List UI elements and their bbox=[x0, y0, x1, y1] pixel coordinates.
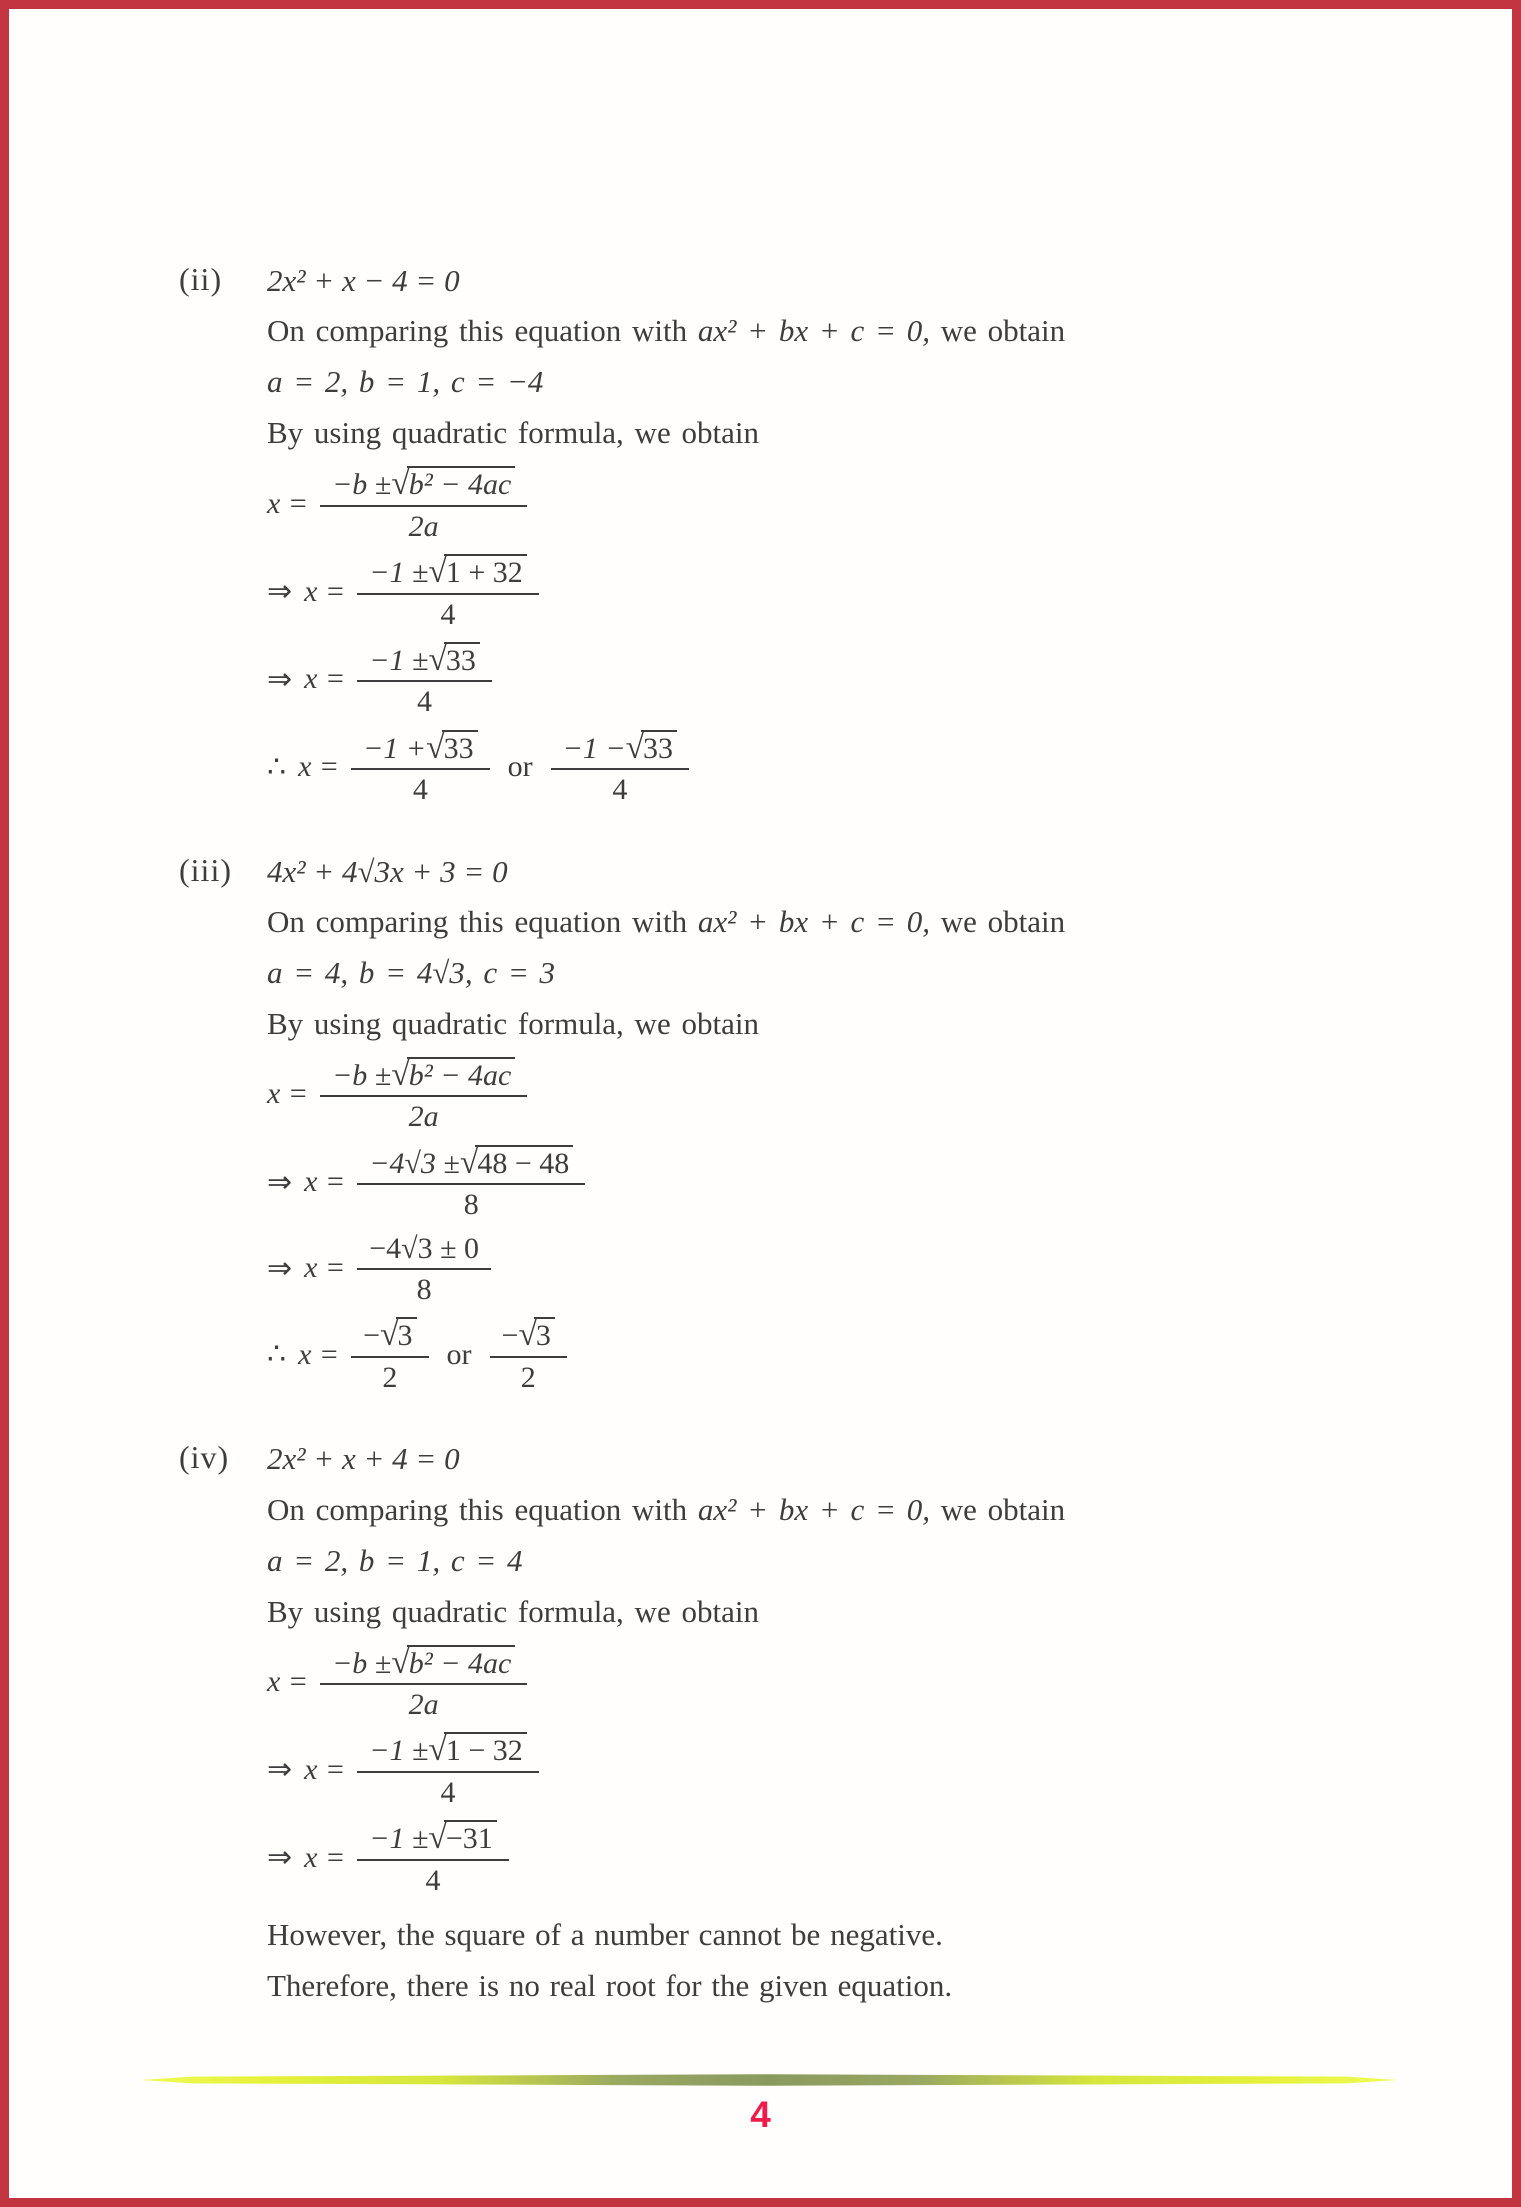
numerator-prefix: − bbox=[363, 1319, 381, 1353]
quadratic-formula-row bbox=[267, 1055, 1359, 1134]
comparison-pre: On comparing this equation with bbox=[267, 313, 698, 349]
fraction-denominator: 4 bbox=[440, 1775, 456, 1809]
radical-sign: √ bbox=[625, 728, 645, 766]
square-root bbox=[518, 1317, 554, 1352]
fraction-numerator bbox=[351, 1315, 428, 1357]
equation-text: 4x² + 4√3x + 3 = 0 bbox=[267, 853, 508, 889]
implies-arrow: ⇒ bbox=[267, 1251, 293, 1285]
comparison-math: ax² + bx + c = 0, bbox=[697, 313, 930, 349]
or-text: or bbox=[446, 1337, 472, 1371]
step-row bbox=[267, 1818, 1359, 1897]
fraction bbox=[320, 464, 527, 543]
step-row bbox=[267, 552, 1359, 631]
comparison-pre: On comparing this equation with bbox=[267, 903, 698, 939]
numerator-prefix: −1 ± bbox=[369, 1822, 429, 1856]
part-label: (ii) bbox=[179, 261, 223, 297]
coefficients-line: a = 4, b = 4√3, c = 3 bbox=[267, 954, 556, 990]
coefficients-line: a = 2, b = 1, c = 4 bbox=[267, 1542, 523, 1578]
radicand: 33 bbox=[444, 642, 480, 677]
radicand: b² − 4ac bbox=[407, 466, 516, 501]
part-label-column bbox=[179, 259, 267, 816]
implies-arrow: ⇒ bbox=[267, 575, 293, 609]
fraction-denominator: 2 bbox=[520, 1360, 536, 1394]
equation-text: 2x² + x − 4 = 0 bbox=[267, 263, 460, 298]
part-body bbox=[267, 259, 1359, 816]
fraction bbox=[357, 1231, 491, 1307]
fraction bbox=[357, 1143, 585, 1222]
fraction bbox=[357, 640, 492, 719]
note-line: However, the square of a number cannot be negative. bbox=[267, 1916, 943, 1952]
numerator-prefix: −1 − bbox=[562, 731, 626, 765]
radicand: −31 bbox=[444, 1820, 497, 1855]
fraction-denominator: 4 bbox=[412, 773, 428, 807]
numerator-prefix: −4√3 ± bbox=[369, 1146, 460, 1180]
radicand: 33 bbox=[641, 730, 677, 765]
fraction-numerator bbox=[357, 1143, 585, 1185]
fraction-denominator: 8 bbox=[416, 1272, 432, 1306]
radicand: 33 bbox=[442, 730, 478, 765]
solution-part-ii bbox=[179, 259, 1359, 816]
numerator-prefix: −1 ± bbox=[369, 644, 429, 677]
fraction-numerator bbox=[551, 728, 689, 770]
square-root bbox=[626, 730, 677, 765]
numerator-text: −4√3 ± 0 bbox=[369, 1231, 480, 1265]
step-row bbox=[267, 1143, 1359, 1222]
fraction-numerator bbox=[357, 1231, 491, 1270]
square-root bbox=[380, 1317, 416, 1352]
fraction bbox=[490, 1315, 567, 1394]
radical-sign: √ bbox=[428, 553, 447, 591]
numerator-prefix: −b ± bbox=[332, 468, 392, 502]
fraction bbox=[357, 552, 539, 631]
conclusion-row bbox=[267, 1315, 1359, 1394]
comparison-pre: On comparing this equation with bbox=[267, 1491, 698, 1527]
numerator-prefix: − bbox=[501, 1319, 519, 1353]
part-label-column bbox=[179, 850, 267, 1404]
conclusion-lhs: x = bbox=[298, 1337, 340, 1371]
or-text: or bbox=[507, 750, 533, 784]
radical-sign: √ bbox=[459, 1143, 479, 1181]
fraction-denominator: 4 bbox=[425, 1863, 441, 1897]
radicand: b² − 4ac bbox=[407, 1057, 516, 1092]
fraction bbox=[320, 1643, 527, 1722]
fraction-numerator bbox=[490, 1315, 567, 1357]
part-body bbox=[267, 1437, 1359, 2015]
page-number: 4 bbox=[750, 2094, 771, 2135]
conclusion-lhs: x = bbox=[298, 750, 340, 784]
fraction-numerator bbox=[351, 728, 489, 770]
equation-text: 2x² + x + 4 = 0 bbox=[267, 1441, 460, 1477]
radicand: 1 + 32 bbox=[444, 554, 527, 589]
formula-lhs: x = bbox=[267, 1077, 309, 1111]
part-body bbox=[267, 850, 1359, 1404]
radical-sign: √ bbox=[391, 1056, 410, 1093]
part-label: (iii) bbox=[179, 851, 232, 888]
numerator-prefix: −1 ± bbox=[369, 1734, 429, 1768]
radicand: 1 − 32 bbox=[444, 1732, 527, 1767]
notes-block bbox=[267, 1913, 1359, 2008]
comparison-post: we obtain bbox=[929, 1491, 1066, 1527]
radical-sign: √ bbox=[426, 728, 445, 766]
method-line: By using quadratic formula, we obtain bbox=[267, 415, 759, 451]
square-root bbox=[460, 1145, 573, 1180]
fraction-numerator bbox=[357, 1818, 509, 1860]
implies-arrow: ⇒ bbox=[267, 1165, 293, 1199]
solution-part-iv bbox=[179, 1437, 1359, 2015]
fraction-denominator: 4 bbox=[612, 773, 628, 807]
solutions-content bbox=[179, 259, 1359, 2049]
step-lhs: x = bbox=[304, 1752, 346, 1786]
fraction-denominator: 2 bbox=[382, 1360, 398, 1394]
formula-lhs: x = bbox=[267, 486, 309, 520]
fraction-numerator bbox=[320, 1055, 527, 1097]
fraction-denominator: 2a bbox=[408, 1687, 439, 1721]
therefore-sign: ∴ bbox=[267, 1338, 287, 1372]
square-root bbox=[428, 642, 479, 677]
fraction-denominator: 2a bbox=[408, 509, 439, 543]
numerator-prefix: −b ± bbox=[332, 1646, 392, 1680]
implies-arrow: ⇒ bbox=[267, 1753, 293, 1787]
comparison-math: ax² + bx + c = 0, bbox=[697, 903, 930, 939]
coefficients-line: a = 2, b = 1, c = −4 bbox=[267, 364, 544, 400]
radicand: 3 bbox=[396, 1317, 417, 1352]
comparison-line bbox=[267, 309, 1359, 353]
comparison-post: we obtain bbox=[929, 313, 1066, 349]
fraction bbox=[351, 728, 489, 807]
equation-line bbox=[267, 259, 1359, 302]
method-line: By using quadratic formula, we obtain bbox=[267, 1593, 759, 1629]
fraction-numerator bbox=[357, 640, 492, 682]
conclusion-row bbox=[267, 728, 1359, 807]
part-label: (iv) bbox=[179, 1439, 230, 1476]
note-line: Therefore, there is no real root for the given equation. bbox=[267, 1967, 953, 2003]
fraction bbox=[320, 1055, 527, 1134]
accent-line bbox=[141, 2074, 1397, 2086]
comparison-line bbox=[267, 1488, 1359, 1532]
radicand: 3 bbox=[534, 1317, 555, 1352]
fraction bbox=[357, 1730, 539, 1809]
fraction-denominator: 4 bbox=[417, 685, 433, 719]
radical-sign: √ bbox=[391, 1643, 410, 1681]
square-root bbox=[391, 1057, 515, 1092]
fraction-numerator bbox=[320, 1643, 527, 1685]
numerator-prefix: −1 + bbox=[363, 731, 427, 765]
equation-line bbox=[267, 850, 1359, 893]
step-row bbox=[267, 1730, 1359, 1809]
radical-sign: √ bbox=[428, 1731, 447, 1769]
square-root bbox=[391, 466, 515, 501]
numerator-prefix: −b ± bbox=[332, 1059, 392, 1092]
part-label-column bbox=[179, 1437, 267, 2015]
radical-sign: √ bbox=[428, 641, 447, 678]
comparison-math: ax² + bx + c = 0, bbox=[697, 1491, 930, 1527]
method-line: By using quadratic formula, we obtain bbox=[267, 1005, 759, 1041]
radical-sign: √ bbox=[391, 465, 410, 503]
fraction-numerator bbox=[357, 1730, 539, 1772]
comparison-post: we obtain bbox=[929, 903, 1066, 939]
step-lhs: x = bbox=[304, 1840, 346, 1874]
formula-lhs: x = bbox=[267, 1664, 309, 1698]
fraction-numerator bbox=[357, 552, 539, 594]
step-lhs: x = bbox=[304, 1165, 346, 1199]
square-root bbox=[428, 554, 526, 589]
fraction-numerator bbox=[320, 464, 527, 506]
fraction bbox=[357, 1818, 509, 1897]
fraction-denominator: 8 bbox=[463, 1188, 479, 1222]
quadratic-formula-row bbox=[267, 1643, 1359, 1722]
radical-sign: √ bbox=[518, 1316, 537, 1354]
comparison-line bbox=[267, 900, 1359, 944]
step-row bbox=[267, 640, 1359, 719]
square-root bbox=[428, 1732, 526, 1767]
fraction-denominator: 4 bbox=[440, 597, 456, 631]
radicand: 48 − 48 bbox=[475, 1145, 573, 1180]
square-root bbox=[426, 730, 477, 765]
implies-arrow: ⇒ bbox=[267, 662, 293, 696]
square-root bbox=[391, 1645, 515, 1680]
implies-arrow: ⇒ bbox=[267, 1841, 293, 1875]
fraction-denominator: 2a bbox=[408, 1100, 439, 1134]
step-lhs: x = bbox=[304, 574, 346, 608]
radical-sign: √ bbox=[428, 1819, 447, 1857]
solution-part-iii bbox=[179, 850, 1359, 1404]
equation-line bbox=[267, 1437, 1359, 1480]
quadratic-formula-row bbox=[267, 464, 1359, 543]
fraction bbox=[551, 728, 689, 807]
step-row bbox=[267, 1231, 1359, 1307]
step-lhs: x = bbox=[304, 662, 346, 696]
radicand: b² − 4ac bbox=[407, 1645, 516, 1680]
radical-sign: √ bbox=[380, 1316, 399, 1354]
square-root bbox=[428, 1820, 496, 1855]
therefore-sign: ∴ bbox=[267, 750, 287, 784]
fraction bbox=[351, 1315, 428, 1394]
numerator-prefix: −1 ± bbox=[369, 556, 429, 590]
step-lhs: x = bbox=[304, 1251, 346, 1285]
